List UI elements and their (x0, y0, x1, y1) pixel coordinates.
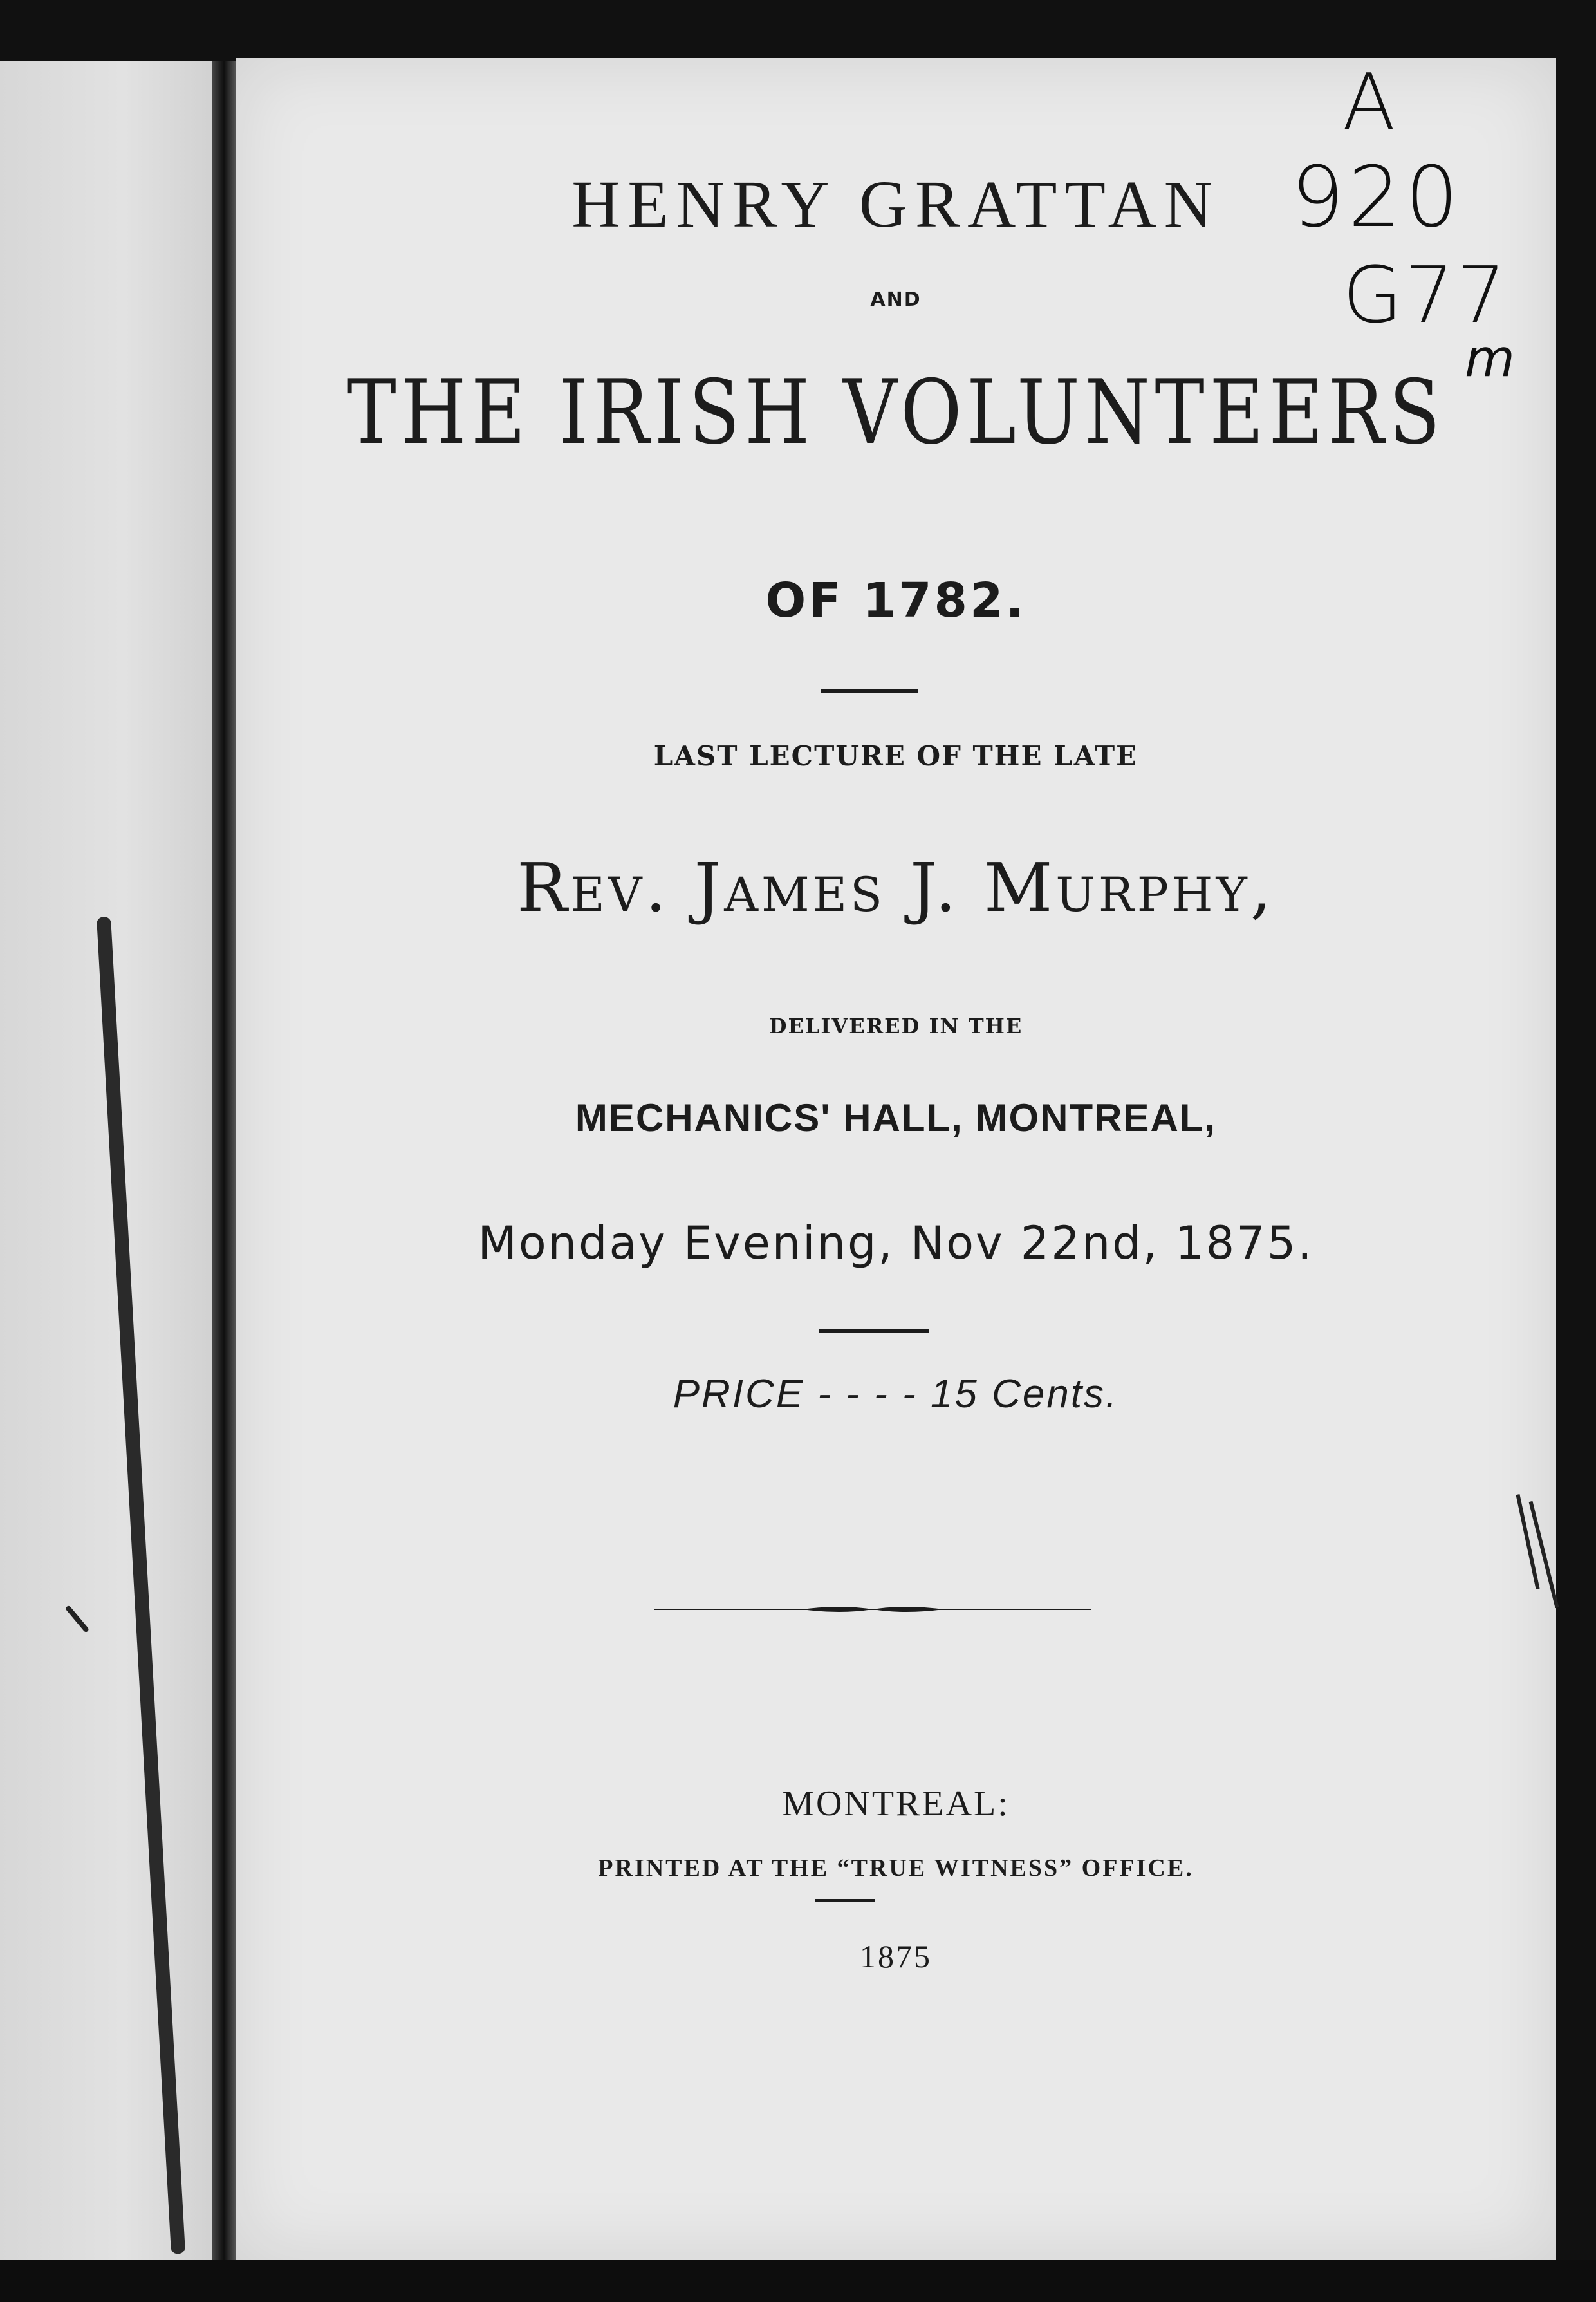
call-number-line2: 920 (1291, 148, 1463, 246)
imprint-printer: PRINTED AT THE “TRUE WITNESS” OFFICE. (598, 1855, 1194, 1882)
title-page (236, 58, 1556, 2260)
call-number-line3: G77 (1342, 251, 1508, 341)
imprint-city: MONTREAL: (782, 1784, 1010, 1824)
price-line: PRICE - - - - 15 Cents. (673, 1372, 1119, 1416)
divider-rule (821, 689, 918, 693)
author-name: Rev. James J. Murphy, (517, 848, 1275, 927)
call-number-line4: m (1465, 328, 1515, 388)
title-year: OF 1782. (765, 573, 1026, 628)
edge-mark (1516, 1494, 1539, 1589)
imprint-year: 1875 (860, 1938, 932, 1974)
divider-rule (819, 1329, 929, 1333)
venue: MECHANICS' HALL, MONTREAL, (575, 1096, 1217, 1139)
edge-mark (1529, 1501, 1559, 1608)
title-conjunction: AND (870, 288, 922, 311)
call-number-line1: A (1342, 58, 1396, 147)
left-board (0, 61, 225, 2263)
ink-mark (65, 1605, 89, 1633)
lecture-date: Monday Evening, Nov 22nd, 1875. (478, 1217, 1314, 1269)
title-henry-grattan: HENRY GRATTAN (571, 167, 1220, 241)
title-irish-volunteers: THE IRISH VOLUNTEERS (346, 360, 1445, 464)
delivered-line: DELIVERED IN THE (768, 1014, 1023, 1038)
bottom-background (0, 2260, 1596, 2302)
ornament-rule (654, 1596, 1091, 1622)
book-spine-edge (212, 61, 236, 2263)
divider-rule (815, 1899, 875, 1902)
subtitle: LAST LECTURE OF THE LATE (653, 740, 1138, 772)
board-groove (97, 917, 185, 2254)
